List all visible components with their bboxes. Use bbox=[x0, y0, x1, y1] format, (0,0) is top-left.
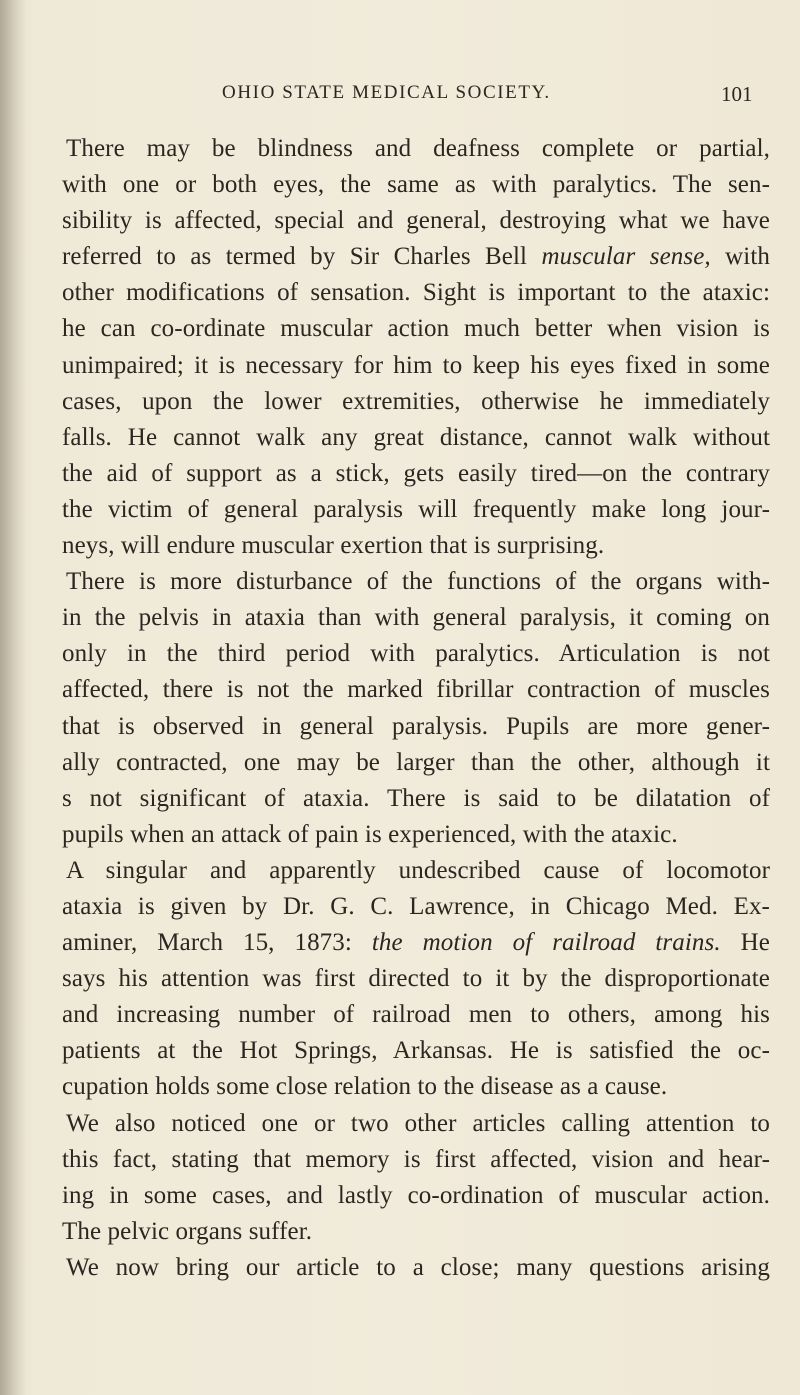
text-line bbox=[62, 672, 770, 708]
text-line-content: There may be blindness and deafness complete or partial, bbox=[66, 135, 770, 162]
text-line bbox=[62, 1214, 770, 1250]
text-line bbox=[62, 203, 770, 239]
text-line bbox=[62, 1106, 770, 1142]
text-line bbox=[62, 997, 770, 1033]
text-line-tail: with bbox=[710, 243, 770, 271]
text-line bbox=[62, 239, 770, 275]
text-line bbox=[62, 1178, 770, 1214]
text-line bbox=[62, 600, 770, 636]
text-line-content: referred to as termed by Sir Charles Bell bbox=[62, 243, 542, 271]
text-line-content: pupils when an attack of pain is experienced, with the ataxic. bbox=[62, 820, 678, 848]
text-line-content: s not significant of ataxia. There is said to be dilatation of bbox=[62, 784, 770, 812]
text-line-content: sibility is affected, special and general, destroying what we have bbox=[62, 207, 770, 235]
running-header bbox=[0, 82, 800, 112]
body-text bbox=[62, 131, 770, 1286]
text-line bbox=[62, 420, 770, 456]
text-line bbox=[62, 348, 770, 384]
text-line-content: aminer, March 15, 1873: bbox=[62, 929, 372, 957]
text-line-content: ing in some cases, and lastly co-ordination of muscular action. bbox=[62, 1181, 770, 1209]
text-line-content: neys, will endure muscular exertion that is surprising. bbox=[62, 532, 605, 560]
text-line-tail: He bbox=[720, 929, 770, 957]
text-line bbox=[62, 781, 770, 817]
text-line-content: cupation holds some close relation to the disease as a cause. bbox=[62, 1073, 668, 1101]
text-line bbox=[62, 925, 770, 961]
text-line-content: We also noticed one or two other articles calling attention to bbox=[66, 1109, 770, 1137]
text-line bbox=[62, 1069, 770, 1105]
text-line bbox=[62, 131, 770, 167]
text-line-content: with one or both eyes, the same as with paralytics. The sen- bbox=[62, 171, 770, 199]
text-line bbox=[62, 889, 770, 925]
text-line-content: falls. He cannot walk any great distance, cannot walk without bbox=[62, 423, 770, 451]
text-line-content: affected, there is not the marked fibrillar contraction of muscles bbox=[62, 676, 770, 704]
page-number: 101 bbox=[721, 82, 753, 106]
text-line-content: The pelvic organs suffer. bbox=[62, 1217, 313, 1245]
text-line-content: only in the third period with paralytics. Articulation is not bbox=[62, 640, 770, 668]
text-line-content: says his attention was first directed to it by the disproportionate bbox=[62, 965, 770, 993]
text-line-content: this fact, stating that memory is first affected, vision and hear- bbox=[62, 1145, 770, 1173]
text-line bbox=[62, 961, 770, 997]
text-line bbox=[62, 817, 770, 853]
text-line bbox=[62, 1142, 770, 1178]
text-line-content: and increasing number of railroad men to others, among his bbox=[62, 1001, 770, 1029]
text-line-content: the aid of support as a stick, gets easily tired—on the contrary bbox=[62, 459, 770, 487]
text-line-content: in the pelvis in ataxia than with general paralysis, it coming on bbox=[62, 604, 770, 632]
text-line bbox=[62, 1250, 770, 1286]
text-line bbox=[62, 564, 770, 600]
text-line-content: cases, upon the lower extremities, otherwise he immediately bbox=[62, 387, 770, 415]
text-line-content: ally contracted, one may be larger than the other, although it bbox=[62, 748, 770, 776]
header-title: OHIO STATE MEDICAL SOCIETY. bbox=[222, 82, 551, 103]
text-line bbox=[62, 528, 770, 564]
text-line bbox=[62, 311, 770, 347]
text-line-content: patients at the Hot Springs, Arkansas. He is satisfied the oc- bbox=[62, 1037, 770, 1065]
text-line-content: unimpaired; it is necessary for him to keep his eyes fixed in some bbox=[62, 351, 770, 379]
text-line-content: We now bring our article to a close; many questions arising bbox=[66, 1253, 770, 1281]
text-line bbox=[62, 275, 770, 311]
text-line-content: he can co-ordinate muscular action much better when vision is bbox=[62, 315, 770, 343]
text-line-content: the victim of general paralysis will frequently make long jour- bbox=[62, 495, 770, 523]
text-line bbox=[62, 745, 770, 781]
text-line-content: that is observed in general paralysis. Pupils are more gener- bbox=[62, 712, 770, 740]
text-line bbox=[62, 492, 770, 528]
text-line bbox=[62, 167, 770, 203]
italic-phrase: the motion of railroad trains. bbox=[371, 929, 721, 957]
text-line bbox=[62, 709, 770, 745]
text-line bbox=[62, 853, 770, 889]
text-line-content: ataxia is given by Dr. G. C. Lawrence, in Chicago Med. Ex- bbox=[62, 892, 770, 920]
text-line bbox=[62, 636, 770, 672]
italic-phrase: muscular sense, bbox=[541, 243, 711, 271]
text-line bbox=[62, 1033, 770, 1069]
text-line-content: other modifications of sensation. Sight is important to the ataxic: bbox=[62, 279, 770, 307]
page-gutter-shadow bbox=[0, 0, 26, 1395]
text-line-content: A singular and apparently undescribed cause of locomotor bbox=[66, 856, 770, 884]
text-line bbox=[62, 384, 770, 420]
text-line bbox=[62, 456, 770, 492]
text-line-content: There is more disturbance of the functions of the organs with- bbox=[66, 568, 770, 596]
